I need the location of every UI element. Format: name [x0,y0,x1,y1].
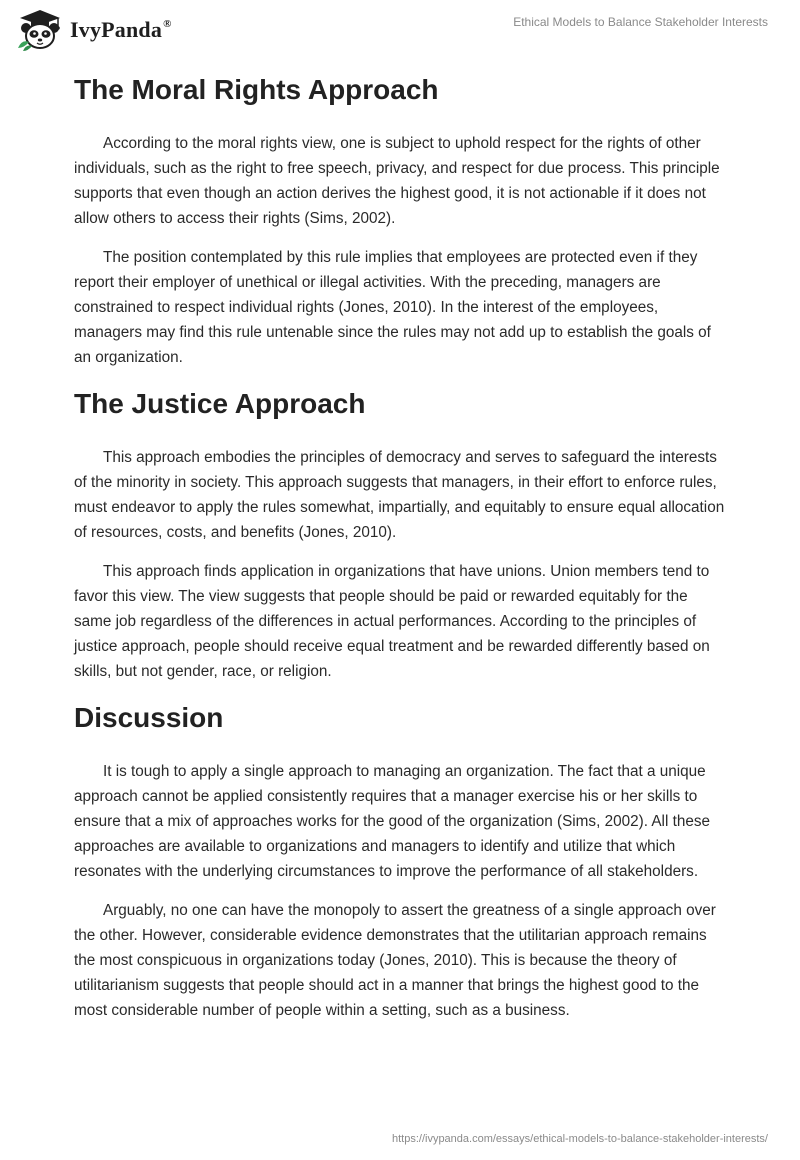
panda-mascot-icon [14,8,66,52]
paragraph: According to the moral rights view, one is subject to uphold respect for the rights of other individuals, such as the right to free speech, privacy, and respect for due process. This principle supports that even though an action derives the highest good, it is not actionable if it does not allow others to access their rights (Sims, 2002). [74,135,720,227]
brand-text: IvyPanda [70,17,163,42]
ivypanda-logo[interactable] [14,8,172,52]
paragraph: This approach finds application in organizations that have unions. Union members tend to favor this view. The view suggests that people should be paid or rewarded equitably for the same job regardless of the differences in actual performances. According to the principles of justice approach, people should receive equal treatment and be rewarded differently based on skills, but not gender, race, or religion. [74,563,710,680]
section-heading: The Moral Rights Approach [74,74,439,105]
section-justice [74,386,726,684]
registered-mark: ® [163,18,172,30]
paragraph: It is tough to apply a single approach to managing an organization. The fact that a unique approach cannot be applied consistently requires that a manager exercise his or her skills to ensure that a mix of approaches works for the good of the organization (Sims, 2002). All these approaches are available to organizations and managers to identify and utilize that which resonates with the underlying circumstances to improve the performance of all stakeholders. [74,763,711,880]
source-url-link[interactable]: https://ivypanda.com/essays/ethical-models-to-balance-stakeholder-interests/ [391,1133,768,1145]
page-header [0,0,800,60]
brand-name [70,17,172,43]
essay-content [74,72,726,1037]
section-heading: The Justice Approach [74,388,366,419]
paragraph: Arguably, no one can have the monopoly to assert the greatness of a single approach over the other. However, considerable evidence demonstrates that the utilitarian approach remains the most conspicuous in organizations today (Jones, 2010). This is because the theory of utilitarianism suggests that people should act in a manner that brings the highest good to the most considerable number of people within a setting, such as a business. [74,902,716,1019]
section-moral-rights [74,72,726,370]
section-discussion [74,700,726,1023]
paragraph: The position contemplated by this rule implies that employees are protected even if they report their employer of unethical or illegal activities. With the preceding, managers are constrained to respect individual rights (Jones, 2010). In the interest of the employees, managers may find this rule untenable since the rules may not add up to establish the goals of an organization. [74,249,711,366]
document-title: Ethical Models to Balance Stakeholder Interests [513,15,768,29]
paragraph: This approach embodies the principles of democracy and serves to safeguard the interests of the minority in society. This approach suggests that managers, in their effort to enforce rules, must endeavor to apply the rules somewhat, impartially, and equitably to ensure equal allocation of resources, costs, and benefits (Jones, 2010). [74,449,725,541]
section-heading: Discussion [74,702,224,733]
